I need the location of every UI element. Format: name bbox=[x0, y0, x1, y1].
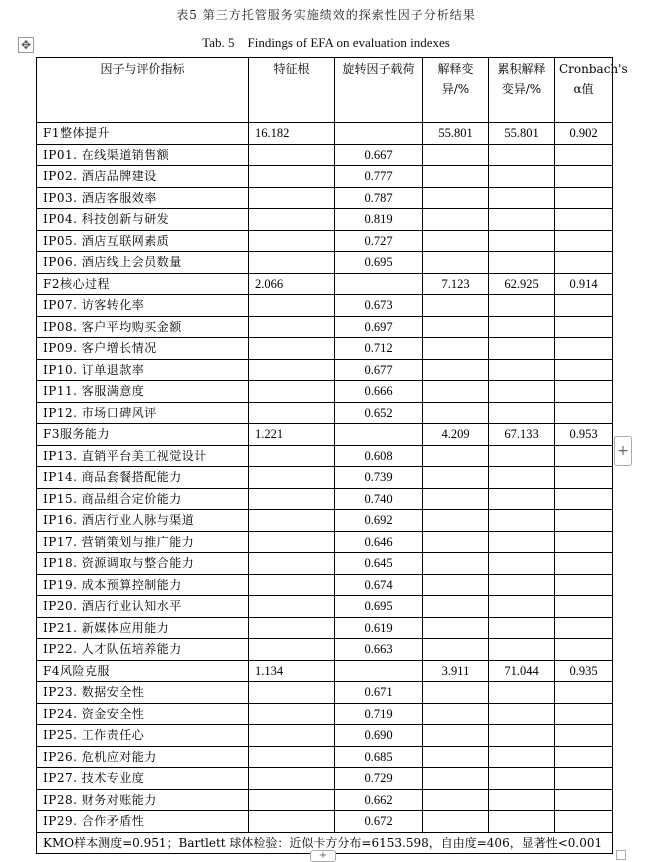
indicator-cumulative-empty bbox=[489, 445, 555, 467]
indicator-cumulative-empty bbox=[489, 811, 555, 833]
indicator-row bbox=[37, 682, 613, 704]
indicator-loading: 0.645 bbox=[335, 553, 423, 575]
indicator-name: IP18. 资源调取与整合能力 bbox=[37, 553, 249, 575]
indicator-name: IP03. 酒店客服效率 bbox=[37, 187, 249, 209]
indicator-name: IP22. 人才队伍培养能力 bbox=[37, 639, 249, 661]
indicator-alpha-empty bbox=[555, 811, 613, 833]
indicator-eigenvalue-empty bbox=[249, 445, 335, 467]
indicator-loading: 0.727 bbox=[335, 230, 423, 252]
indicator-row bbox=[37, 359, 613, 381]
indicator-variance-empty bbox=[423, 295, 489, 317]
indicator-variance-empty bbox=[423, 617, 489, 639]
indicator-variance-empty bbox=[423, 553, 489, 575]
indicator-row bbox=[37, 402, 613, 424]
header-item: 因子与评价指标 bbox=[37, 58, 249, 123]
indicator-loading: 0.646 bbox=[335, 531, 423, 553]
indicator-eigenvalue-empty bbox=[249, 789, 335, 811]
indicator-eigenvalue-empty bbox=[249, 725, 335, 747]
indicator-eigenvalue-empty bbox=[249, 811, 335, 833]
indicator-name: IP09. 客户增长情况 bbox=[37, 338, 249, 360]
indicator-row bbox=[37, 639, 613, 661]
indicator-variance-empty bbox=[423, 746, 489, 768]
indicator-loading: 0.690 bbox=[335, 725, 423, 747]
indicator-cumulative-empty bbox=[489, 639, 555, 661]
factor-name: F2核心过程 bbox=[37, 273, 249, 295]
indicator-alpha-empty bbox=[555, 295, 613, 317]
indicator-variance-empty bbox=[423, 359, 489, 381]
indicator-row bbox=[37, 510, 613, 532]
indicator-row bbox=[37, 467, 613, 489]
indicator-name: IP28. 财务对账能力 bbox=[37, 789, 249, 811]
efa-results-table bbox=[36, 57, 628, 854]
indicator-eigenvalue-empty bbox=[249, 144, 335, 166]
factor-explained-variance: 7.123 bbox=[423, 273, 489, 295]
indicator-cumulative-empty bbox=[489, 402, 555, 424]
indicator-loading: 0.685 bbox=[335, 746, 423, 768]
indicator-row bbox=[37, 316, 613, 338]
indicator-eigenvalue-empty bbox=[249, 381, 335, 403]
indicator-row bbox=[37, 144, 613, 166]
indicator-name: IP01. 在线渠道销售额 bbox=[37, 144, 249, 166]
indicator-variance-empty bbox=[423, 187, 489, 209]
indicator-cumulative-empty bbox=[489, 617, 555, 639]
indicator-cumulative-empty bbox=[489, 703, 555, 725]
indicator-loading: 0.671 bbox=[335, 682, 423, 704]
indicator-loading: 0.652 bbox=[335, 402, 423, 424]
indicator-eigenvalue-empty bbox=[249, 467, 335, 489]
indicator-alpha-empty bbox=[555, 682, 613, 704]
factor-name: F4风险克服 bbox=[37, 660, 249, 682]
indicator-eigenvalue-empty bbox=[249, 252, 335, 274]
indicator-variance-empty bbox=[423, 467, 489, 489]
indicator-cumulative-empty bbox=[489, 596, 555, 618]
indicator-cumulative-empty bbox=[489, 531, 555, 553]
indicator-variance-empty bbox=[423, 445, 489, 467]
indicator-alpha-empty bbox=[555, 789, 613, 811]
indicator-name: IP21. 新媒体应用能力 bbox=[37, 617, 249, 639]
indicator-name: IP20. 酒店行业认知水平 bbox=[37, 596, 249, 618]
indicator-row bbox=[37, 187, 613, 209]
indicator-variance-empty bbox=[423, 316, 489, 338]
table-resize-handle[interactable] bbox=[616, 850, 626, 860]
header-cronbach-alpha: Cronbach's α值 bbox=[555, 58, 613, 123]
factor-cronbach-alpha: 0.902 bbox=[555, 123, 613, 145]
table-caption-english: Tab. 5 Findings of EFA on evaluation indexes bbox=[202, 35, 450, 50]
indicator-cumulative-empty bbox=[489, 252, 555, 274]
indicator-row bbox=[37, 617, 613, 639]
factor-eigenvalue: 16.182 bbox=[249, 123, 335, 145]
factor-explained-variance: 55.801 bbox=[423, 123, 489, 145]
indicator-cumulative-empty bbox=[489, 295, 555, 317]
table-note: KMO样本测度=0.951；Bartlett 球体检验：近似卡方分布=6153.598，自由度=406，显著性<0.001 bbox=[37, 832, 613, 854]
factor-eigenvalue: 1.134 bbox=[249, 660, 335, 682]
indicator-variance-empty bbox=[423, 703, 489, 725]
table-move-handle-icon[interactable]: ✥ bbox=[18, 37, 34, 53]
indicator-loading: 0.692 bbox=[335, 510, 423, 532]
indicator-eigenvalue-empty bbox=[249, 402, 335, 424]
indicator-variance-empty bbox=[423, 252, 489, 274]
indicator-name: IP26. 危机应对能力 bbox=[37, 746, 249, 768]
indicator-loading: 0.667 bbox=[335, 144, 423, 166]
indicator-loading: 0.677 bbox=[335, 359, 423, 381]
factor-cumulative-variance: 55.801 bbox=[489, 123, 555, 145]
indicator-loading: 0.663 bbox=[335, 639, 423, 661]
add-column-icon[interactable]: + bbox=[614, 436, 632, 466]
indicator-alpha-empty bbox=[555, 467, 613, 489]
indicator-alpha-empty bbox=[555, 445, 613, 467]
indicator-variance-empty bbox=[423, 639, 489, 661]
factor-cronbach-alpha: 0.953 bbox=[555, 424, 613, 446]
indicator-loading: 0.777 bbox=[335, 166, 423, 188]
indicator-row bbox=[37, 338, 613, 360]
indicator-variance-empty bbox=[423, 166, 489, 188]
indicator-eigenvalue-empty bbox=[249, 553, 335, 575]
indicator-row bbox=[37, 553, 613, 575]
indicator-cumulative-empty bbox=[489, 338, 555, 360]
indicator-loading: 0.740 bbox=[335, 488, 423, 510]
indicator-name: IP08. 客户平均购买金额 bbox=[37, 316, 249, 338]
indicator-variance-empty bbox=[423, 725, 489, 747]
indicator-cumulative-empty bbox=[489, 789, 555, 811]
indicator-alpha-empty bbox=[555, 338, 613, 360]
factor-eigenvalue: 1.221 bbox=[249, 424, 335, 446]
factor-row bbox=[37, 660, 613, 682]
indicator-name: IP05. 酒店互联网素质 bbox=[37, 230, 249, 252]
indicator-eigenvalue-empty bbox=[249, 209, 335, 231]
indicator-alpha-empty bbox=[555, 725, 613, 747]
indicator-cumulative-empty bbox=[489, 359, 555, 381]
indicator-row bbox=[37, 725, 613, 747]
indicator-eigenvalue-empty bbox=[249, 574, 335, 596]
indicator-cumulative-empty bbox=[489, 209, 555, 231]
indicator-variance-empty bbox=[423, 381, 489, 403]
indicator-name: IP10. 订单退款率 bbox=[37, 359, 249, 381]
indicator-cumulative-empty bbox=[489, 574, 555, 596]
factor-cumulative-variance: 62.925 bbox=[489, 273, 555, 295]
indicator-name: IP19. 成本预算控制能力 bbox=[37, 574, 249, 596]
indicator-eigenvalue-empty bbox=[249, 596, 335, 618]
add-row-icon[interactable]: + bbox=[310, 850, 336, 862]
table-body bbox=[37, 123, 613, 833]
indicator-alpha-empty bbox=[555, 230, 613, 252]
indicator-loading: 0.672 bbox=[335, 811, 423, 833]
factor-eigenvalue: 2.066 bbox=[249, 273, 335, 295]
factor-cronbach-alpha: 0.935 bbox=[555, 660, 613, 682]
indicator-cumulative-empty bbox=[489, 381, 555, 403]
indicator-loading: 0.739 bbox=[335, 467, 423, 489]
indicator-alpha-empty bbox=[555, 510, 613, 532]
factor-row bbox=[37, 424, 613, 446]
factor-row bbox=[37, 123, 613, 145]
factor-loading-empty bbox=[335, 660, 423, 682]
indicator-variance-empty bbox=[423, 596, 489, 618]
indicator-alpha-empty bbox=[555, 209, 613, 231]
indicator-variance-empty bbox=[423, 574, 489, 596]
indicator-variance-empty bbox=[423, 768, 489, 790]
factor-name: F1整体提升 bbox=[37, 123, 249, 145]
factor-explained-variance: 3.911 bbox=[423, 660, 489, 682]
indicator-name: IP16. 酒店行业人脉与渠道 bbox=[37, 510, 249, 532]
indicator-eigenvalue-empty bbox=[249, 617, 335, 639]
indicator-row bbox=[37, 746, 613, 768]
indicator-loading: 0.619 bbox=[335, 617, 423, 639]
indicator-variance-empty bbox=[423, 531, 489, 553]
indicator-name: IP25. 工作责任心 bbox=[37, 725, 249, 747]
factor-loading-empty bbox=[335, 273, 423, 295]
indicator-alpha-empty bbox=[555, 359, 613, 381]
indicator-eigenvalue-empty bbox=[249, 338, 335, 360]
factor-cronbach-alpha: 0.914 bbox=[555, 273, 613, 295]
indicator-eigenvalue-empty bbox=[249, 230, 335, 252]
indicator-loading: 0.697 bbox=[335, 316, 423, 338]
factor-explained-variance: 4.209 bbox=[423, 424, 489, 446]
indicator-row bbox=[37, 295, 613, 317]
indicator-alpha-empty bbox=[555, 553, 613, 575]
indicator-alpha-empty bbox=[555, 531, 613, 553]
indicator-name: IP15. 商品组合定价能力 bbox=[37, 488, 249, 510]
indicator-row bbox=[37, 230, 613, 252]
indicator-alpha-empty bbox=[555, 574, 613, 596]
indicator-name: IP14. 商品套餐搭配能力 bbox=[37, 467, 249, 489]
indicator-alpha-empty bbox=[555, 381, 613, 403]
indicator-eigenvalue-empty bbox=[249, 639, 335, 661]
indicator-variance-empty bbox=[423, 789, 489, 811]
indicator-name: IP29. 合作矛盾性 bbox=[37, 811, 249, 833]
indicator-name: IP23. 数据安全性 bbox=[37, 682, 249, 704]
indicator-loading: 0.787 bbox=[335, 187, 423, 209]
indicator-cumulative-empty bbox=[489, 746, 555, 768]
indicator-loading: 0.695 bbox=[335, 252, 423, 274]
indicator-name: IP06. 酒店线上会员数量 bbox=[37, 252, 249, 274]
indicator-row bbox=[37, 811, 613, 833]
indicator-name: IP12. 市场口碑风评 bbox=[37, 402, 249, 424]
indicator-eigenvalue-empty bbox=[249, 510, 335, 532]
indicator-eigenvalue-empty bbox=[249, 488, 335, 510]
indicator-alpha-empty bbox=[555, 187, 613, 209]
indicator-eigenvalue-empty bbox=[249, 359, 335, 381]
indicator-row bbox=[37, 209, 613, 231]
indicator-loading: 0.662 bbox=[335, 789, 423, 811]
indicator-alpha-empty bbox=[555, 166, 613, 188]
indicator-alpha-empty bbox=[555, 617, 613, 639]
indicator-row bbox=[37, 574, 613, 596]
indicator-eigenvalue-empty bbox=[249, 316, 335, 338]
header-eigenvalue: 特征根 bbox=[249, 58, 335, 123]
indicator-loading: 0.819 bbox=[335, 209, 423, 231]
indicator-name: IP13. 直销平台美工视觉设计 bbox=[37, 445, 249, 467]
header-explained-variance: 解释变异/% bbox=[423, 58, 489, 123]
indicator-cumulative-empty bbox=[489, 510, 555, 532]
indicator-name: IP07. 访客转化率 bbox=[37, 295, 249, 317]
indicator-row bbox=[37, 252, 613, 274]
indicator-name: IP17. 营销策划与推广能力 bbox=[37, 531, 249, 553]
indicator-cumulative-empty bbox=[489, 768, 555, 790]
indicator-cumulative-empty bbox=[489, 682, 555, 704]
indicator-alpha-empty bbox=[555, 316, 613, 338]
indicator-alpha-empty bbox=[555, 639, 613, 661]
indicator-alpha-empty bbox=[555, 596, 613, 618]
factor-row bbox=[37, 273, 613, 295]
indicator-alpha-empty bbox=[555, 488, 613, 510]
indicator-row bbox=[37, 768, 613, 790]
indicator-loading: 0.719 bbox=[335, 703, 423, 725]
indicator-alpha-empty bbox=[555, 746, 613, 768]
factor-name: F3服务能力 bbox=[37, 424, 249, 446]
factor-loading-empty bbox=[335, 424, 423, 446]
indicator-eigenvalue-empty bbox=[249, 682, 335, 704]
indicator-row bbox=[37, 531, 613, 553]
table-caption-chinese: 表5 第三方托管服务实施绩效的探索性因子分析结果 bbox=[176, 8, 476, 22]
indicator-name: IP27. 技术专业度 bbox=[37, 768, 249, 790]
indicator-eigenvalue-empty bbox=[249, 187, 335, 209]
indicator-cumulative-empty bbox=[489, 467, 555, 489]
indicator-alpha-empty bbox=[555, 703, 613, 725]
indicator-name: IP04. 科技创新与研发 bbox=[37, 209, 249, 231]
indicator-row bbox=[37, 488, 613, 510]
indicator-variance-empty bbox=[423, 682, 489, 704]
indicator-alpha-empty bbox=[555, 252, 613, 274]
indicator-row bbox=[37, 703, 613, 725]
indicator-cumulative-empty bbox=[489, 166, 555, 188]
indicator-variance-empty bbox=[423, 144, 489, 166]
indicator-loading: 0.712 bbox=[335, 338, 423, 360]
indicator-cumulative-empty bbox=[489, 553, 555, 575]
indicator-row bbox=[37, 445, 613, 467]
indicator-row bbox=[37, 166, 613, 188]
indicator-row bbox=[37, 789, 613, 811]
indicator-alpha-empty bbox=[555, 768, 613, 790]
indicator-cumulative-empty bbox=[489, 488, 555, 510]
factor-cumulative-variance: 67.133 bbox=[489, 424, 555, 446]
indicator-loading: 0.674 bbox=[335, 574, 423, 596]
indicator-loading: 0.608 bbox=[335, 445, 423, 467]
indicator-loading: 0.695 bbox=[335, 596, 423, 618]
indicator-eigenvalue-empty bbox=[249, 166, 335, 188]
table-header-row bbox=[37, 58, 613, 123]
indicator-variance-empty bbox=[423, 488, 489, 510]
indicator-eigenvalue-empty bbox=[249, 768, 335, 790]
indicator-name: IP24. 资金安全性 bbox=[37, 703, 249, 725]
indicator-cumulative-empty bbox=[489, 316, 555, 338]
indicator-loading: 0.673 bbox=[335, 295, 423, 317]
indicator-variance-empty bbox=[423, 402, 489, 424]
indicator-eigenvalue-empty bbox=[249, 703, 335, 725]
indicator-cumulative-empty bbox=[489, 187, 555, 209]
indicator-row bbox=[37, 596, 613, 618]
indicator-variance-empty bbox=[423, 209, 489, 231]
indicator-row bbox=[37, 381, 613, 403]
header-rotated-loading: 旋转因子载荷 bbox=[335, 58, 423, 123]
indicator-eigenvalue-empty bbox=[249, 531, 335, 553]
indicator-alpha-empty bbox=[555, 144, 613, 166]
indicator-alpha-empty bbox=[555, 402, 613, 424]
indicator-variance-empty bbox=[423, 338, 489, 360]
indicator-cumulative-empty bbox=[489, 144, 555, 166]
factor-cumulative-variance: 71.044 bbox=[489, 660, 555, 682]
indicator-name: IP02. 酒店品牌建设 bbox=[37, 166, 249, 188]
indicator-cumulative-empty bbox=[489, 230, 555, 252]
indicator-variance-empty bbox=[423, 230, 489, 252]
header-cumulative-variance: 累积解释变异/% bbox=[489, 58, 555, 123]
indicator-variance-empty bbox=[423, 811, 489, 833]
indicator-cumulative-empty bbox=[489, 725, 555, 747]
indicator-eigenvalue-empty bbox=[249, 746, 335, 768]
indicator-variance-empty bbox=[423, 510, 489, 532]
factor-loading-empty bbox=[335, 123, 423, 145]
indicator-name: IP11. 客服满意度 bbox=[37, 381, 249, 403]
indicator-loading: 0.729 bbox=[335, 768, 423, 790]
indicator-eigenvalue-empty bbox=[249, 295, 335, 317]
indicator-loading: 0.666 bbox=[335, 381, 423, 403]
